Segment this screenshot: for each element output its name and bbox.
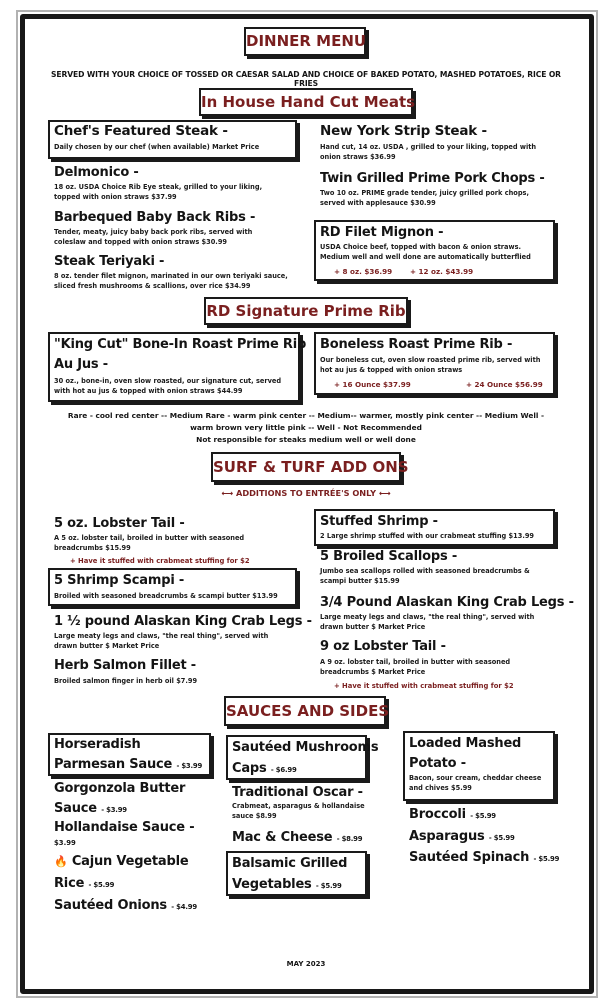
boneless-price-24: + 24 Ounce $56.99 bbox=[466, 380, 543, 389]
ribs-name: Barbequed Baby Back Ribs - bbox=[54, 210, 256, 225]
oscar-name: Traditional Oscar - bbox=[232, 785, 363, 800]
teriyaki-desc: 8 oz. tender filet mignon, marinated in our own teriyaki sauce, sliced fresh mushrooms & scallions, over rice $34.99 bbox=[54, 272, 288, 290]
gorgonzola-name-2: Sauce - $3.99 bbox=[54, 801, 127, 816]
footer-date: MAY 2023 bbox=[286, 960, 326, 968]
boneless-price-16: + 16 Ounce $37.99 bbox=[334, 380, 411, 389]
salmon-desc: Broiled salmon finger in herb oil $7.99 bbox=[54, 677, 198, 685]
salmon-name: Herb Salmon Fillet - bbox=[54, 658, 196, 673]
horseradish-name-2: Parmesan Sauce - $3.99 bbox=[54, 757, 203, 772]
broccoli-name: Broccoli - $5.99 bbox=[409, 807, 496, 822]
horseradish-name: Horseradish bbox=[54, 737, 141, 752]
temps-line-2: warm brown very little pink -- Well - Not Recommended bbox=[190, 423, 422, 432]
chef-featured-desc: Daily chosen by our chef (when available) Market Price bbox=[54, 143, 260, 151]
pork-chops-name: Twin Grilled Prime Pork Chops - bbox=[320, 171, 545, 186]
mushrooms-name: Sautéed Mushrooms bbox=[232, 740, 379, 755]
delmonico-desc: 18 oz. USDA Choice Rib Eye steak, grilled to your liking, topped with onion straws $37.99 bbox=[54, 183, 263, 201]
scallops-desc: Jumbo sea scallops rolled with seasoned breadcrumbs & scampi butter $15.99 bbox=[320, 567, 530, 585]
crab-1-5-desc: Large meaty legs and claws, "the real thing", served with drawn butter $ Market Price bbox=[54, 632, 269, 650]
boneless-desc: Our boneless cut, oven slow roasted prime rib, served with hot au jus & topped with onion straws bbox=[320, 356, 541, 374]
stuffed-shrimp-desc: 2 Large shrimp stuffed with our crabmeat stuffing $13.99 bbox=[320, 532, 535, 540]
strip-name: New York Strip Steak - bbox=[320, 123, 487, 139]
filet-price-12oz: + 12 oz. $43.99 bbox=[410, 267, 474, 276]
spinach-name: Sautéed Spinach - $5.99 bbox=[409, 850, 560, 865]
delmonico-name: Delmonico - bbox=[54, 165, 139, 180]
lobster-tail-name: 5 oz. Lobster Tail - bbox=[54, 516, 185, 531]
boneless-name: Boneless Roast Prime Rib - bbox=[320, 337, 513, 352]
lobster-9oz-stuffed-note: + Have it stuffed with crabmeat stuffing for $2 bbox=[334, 682, 514, 690]
scampi-name: 5 Shrimp Scampi - bbox=[54, 573, 185, 588]
strip-desc: Hand cut, 14 oz. USDA , grilled to your liking, topped with onion straws $36.99 bbox=[320, 143, 537, 161]
temperature-guide bbox=[40, 410, 572, 446]
king-cut-desc: 30 oz., bone-in, oven slow roasted, our signature cut, served with hot au jus & topped with onion straws $44.99 bbox=[54, 377, 282, 395]
mashed-desc: Bacon, sour cream, cheddar cheese and chives $5.99 bbox=[409, 774, 542, 792]
lobster-9oz-name: 9 oz Lobster Tail - bbox=[320, 639, 446, 654]
oscar-desc: Crabmeat, asparagus & hollandaise sauce $8.99 bbox=[232, 802, 365, 820]
flame-icon: 🔥 bbox=[54, 855, 68, 868]
ribs-desc: Tender, meaty, juicy baby back pork ribs, served with coleslaw and topped with onion straws $30.99 bbox=[54, 228, 253, 246]
arrow-left-icon: ⟷ bbox=[221, 488, 236, 498]
menu-title: DINNER MENU bbox=[244, 27, 366, 56]
stuffed-shrimp-name: Stuffed Shrimp - bbox=[320, 514, 438, 529]
additions-note: ⟷ ADDITIONS TO ENTRÉE'S ONLY ⟷ bbox=[221, 488, 391, 498]
filet-name: RD Filet Mignon - bbox=[320, 225, 444, 240]
temps-line-3: Not responsible for steaks medium well or well done bbox=[196, 435, 416, 444]
section-header-sauces: SAUCES AND SIDES bbox=[224, 696, 386, 726]
balsamic-name: Balsamic Grilled bbox=[232, 856, 348, 871]
scallops-name: 5 Broiled Scallops - bbox=[320, 549, 458, 564]
mushrooms-name-2: Caps - $6.99 bbox=[232, 761, 297, 776]
section-header-prime-rib: RD Signature Prime Rib bbox=[204, 297, 408, 325]
cajun-rice-name-2: Rice - $5.99 bbox=[54, 876, 115, 891]
served-with-note: SERVED WITH YOUR CHOICE OF TOSSED OR CAESAR SALAD AND CHOICE OF BAKED POTATO, MASHED POTATOES, RICE OR FRIES bbox=[51, 70, 561, 88]
mac-cheese-name: Mac & Cheese - $8.99 bbox=[232, 830, 363, 845]
filet-price-8oz: + 8 oz. $36.99 bbox=[334, 267, 393, 276]
arrow-right-icon: ⟷ bbox=[376, 488, 391, 498]
crab-1-5-name: 1 ½ pound Alaskan King Crab Legs - bbox=[54, 614, 312, 629]
king-cut-name-2: Au Jus - bbox=[54, 357, 109, 372]
lobster-9oz-desc: A 9 oz. lobster tail, broiled in butter with seasoned breadcrumbs $ Market Price bbox=[320, 658, 511, 676]
mashed-name-2: Potato - bbox=[409, 756, 466, 771]
section-header-surf-turf: SURF & TURF ADD ONS bbox=[211, 452, 401, 482]
filet-desc: USDA Choice beef, topped with bacon & onion straws. Medium well and well done are automatically butterflied bbox=[320, 243, 531, 261]
pork-chops-desc: Two 10 oz. PRIME grade tender, juicy grilled pork chops, served with applesauce $30.99 bbox=[320, 189, 529, 207]
gorgonzola-name: Gorgonzola Butter bbox=[54, 781, 186, 796]
chef-featured-name: Chef's Featured Steak - bbox=[54, 123, 228, 139]
lobster-stuffed-note: + Have it stuffed with crabmeat stuffing for $2 bbox=[70, 557, 250, 565]
teriyaki-name: Steak Teriyaki - bbox=[54, 254, 165, 269]
temps-line-1: Rare - cool red center -- Medium Rare - warm pink center -- Medium-- warmer, mostly pink center -- Medium Well - bbox=[67, 411, 545, 420]
section-header-meats: In House Hand Cut Meats bbox=[199, 88, 413, 116]
hollandaise-name: Hollandaise Sauce - bbox=[54, 820, 195, 835]
scampi-desc: Broiled with seasoned breadcrumbs & scampi butter $13.99 bbox=[54, 592, 278, 600]
crab-3-4-desc: Large meaty legs and claws, "the real thing", served with drawn butter $ Market Price bbox=[320, 613, 535, 631]
onions-name: Sautéed Onions - $4.99 bbox=[54, 898, 197, 913]
crab-3-4-name: 3/4 Pound Alaskan King Crab Legs - bbox=[320, 595, 574, 610]
balsamic-name-2: Vegetables - $5.99 bbox=[232, 877, 342, 892]
cajun-rice-name: 🔥 Cajun Vegetable bbox=[54, 854, 189, 869]
mashed-name: Loaded Mashed bbox=[409, 736, 522, 751]
asparagus-name: Asparagus - $5.99 bbox=[409, 829, 515, 844]
lobster-tail-desc: A 5 oz. lobster tail, broiled in butter with seasoned breadcrumbs $15.99 bbox=[54, 534, 245, 552]
king-cut-name: "King Cut" Bone-In Roast Prime Rib bbox=[54, 337, 307, 352]
hollandaise-price: $3.99 bbox=[54, 839, 76, 847]
